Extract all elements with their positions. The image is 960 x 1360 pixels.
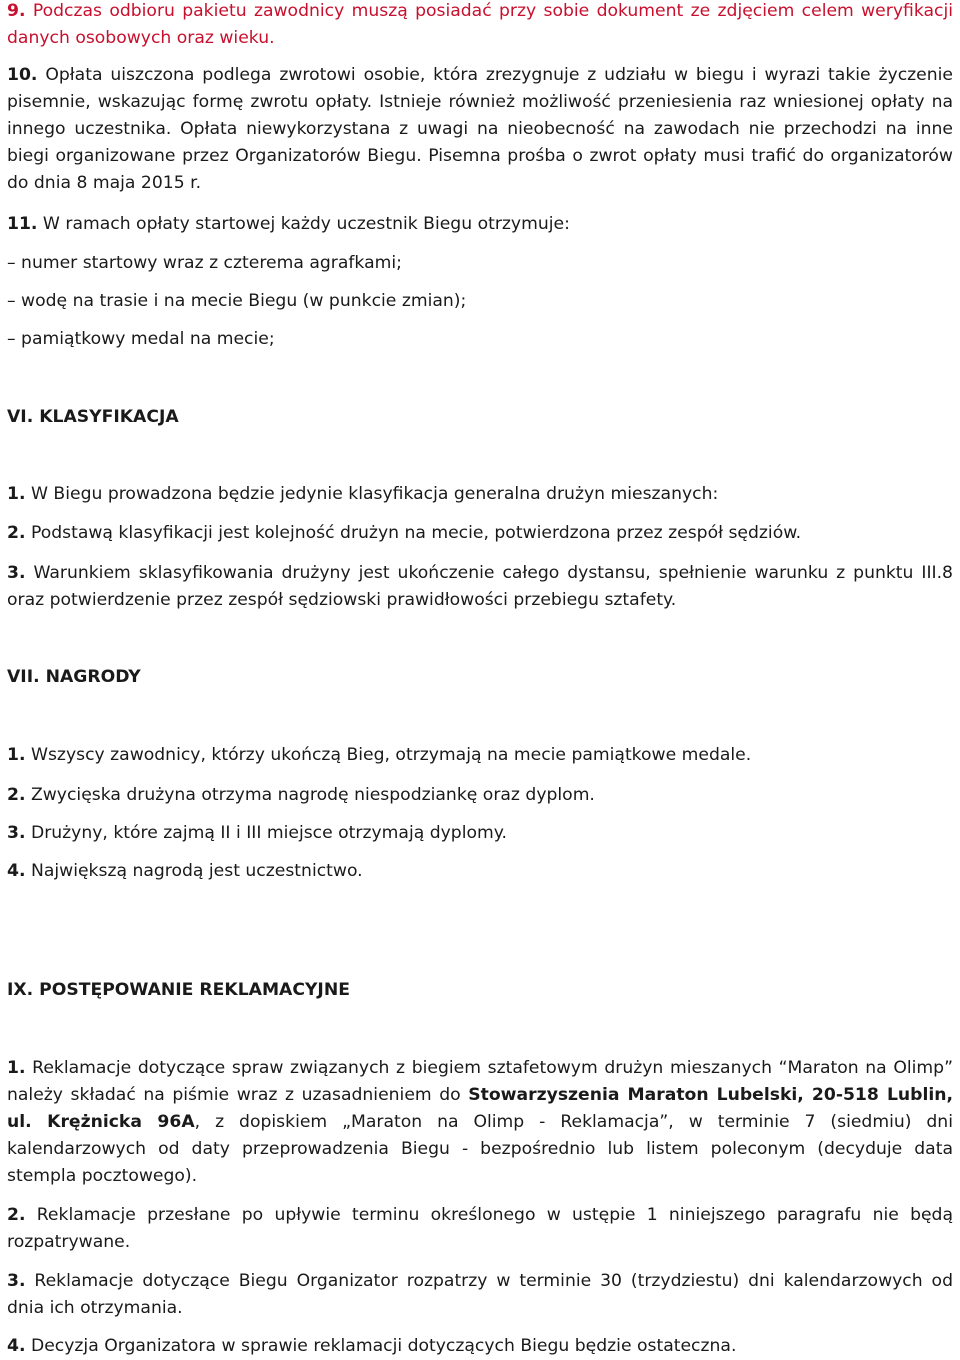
reklamacje-paragraph-3 [7, 1268, 953, 1322]
item-number: 3. [7, 823, 26, 843]
item-number: 3. [7, 563, 26, 583]
item-text: Warunkiem sklasyfikowania drużyny jest ukończenie całego dystansu, spełnienie warunku z punktu III.8 oraz potwierdzenie przez zespół sędziowski prawidłowości przebiegu sztafety. [7, 563, 953, 610]
paragraph-number: 9. [7, 1, 26, 21]
item-number: 2. [7, 785, 26, 805]
item-number: 2. [7, 1205, 26, 1225]
item-text: , z dopiskiem „Maraton na Olimp - Reklamacja”, w terminie 7 (siedmiu) dni kalendarzowych od daty przeprowadzenia Biegu - bezpośrednio lub listem poleconym (decyduje data stempla pocztowego). [7, 1112, 953, 1186]
organizer-address: Stowarzyszenia Maraton Lubelski, 20-518 Lublin, ul. Krężnicka 96A [7, 1085, 953, 1132]
item-number: 1. [7, 745, 26, 765]
item-number: 2. [7, 523, 26, 543]
list-item: – numer startowy wraz z czterema agrafkami; [7, 253, 402, 273]
klasyfikacja-item [7, 560, 953, 614]
paragraph-10 [7, 62, 953, 197]
section-heading-reklamacje: IX. POSTĘPOWANIE REKLAMACYJNE [7, 980, 350, 1000]
paragraph-text: W ramach opłaty startowej każdy uczestnik Biegu otrzymuje: [42, 214, 570, 234]
reklamacje-paragraph-4 [7, 1333, 736, 1360]
reklamacje-paragraph-1 [7, 1055, 953, 1190]
klasyfikacja-item [7, 481, 718, 508]
item-text: Decyzja Organizatora w sprawie reklamacji dotyczących Biegu będzie ostateczna. [30, 1336, 737, 1356]
item-text: Zwycięska drużyna otrzyma nagrodę niespodziankę oraz dyplom. [30, 785, 595, 805]
section-heading-klasyfikacja: VI. KLASYFIKACJA [7, 407, 179, 427]
paragraph-text: Opłata uiszczona podlega zwrotowi osobie, która zrezygnuje z udziału w biegu i wyrazi takie życzenie pisemnie, wskazując formę zwrotu opłaty. Istnieje również możliwość przeniesienia raz wniesionej opłaty na innego uczestnika. Opłata niewykorzystana z uwagi na nieobecność na zawodach nie przechodzi na inne biegi organizowane przez Organizatorów Biegu. Pisemna prośba o zwrot opłaty musi trafić do organizatorów do dnia 8 maja 2015 r. [7, 65, 953, 193]
item-number: 4. [7, 1336, 26, 1356]
reklamacje-paragraph-2 [7, 1202, 953, 1256]
paragraph-text: Podczas odbioru pakietu zawodnicy muszą posiadać przy sobie dokument ze zdjęciem celem weryfikacji danych osobowych oraz wieku. [7, 1, 954, 48]
item-text: Reklamacje dotyczące spraw związanych z biegiem sztafetowym drużyn mieszanych “Maraton na Olimp” należy składać na piśmie wraz z uzasadnieniem do [7, 1058, 953, 1105]
nagrody-item [7, 742, 751, 769]
klasyfikacja-item [7, 520, 801, 547]
nagrody-item [7, 858, 363, 885]
nagrody-item [7, 782, 595, 809]
paragraph-number: 10. [7, 65, 38, 85]
list-item: – pamiątkowy medal na mecie; [7, 329, 275, 349]
item-number: 1. [7, 1058, 26, 1078]
item-number: 4. [7, 861, 26, 881]
paragraph-9 [7, 0, 953, 52]
item-text: W Biegu prowadzona będzie jedynie klasyfikacja generalna drużyn mieszanych: [30, 484, 719, 504]
item-text: Wszyscy zawodnicy, którzy ukończą Bieg, otrzymają na mecie pamiątkowe medale. [30, 745, 752, 765]
item-text: Drużyny, które zajmą II i III miejsce otrzymają dyplomy. [30, 823, 507, 843]
item-number: 1. [7, 484, 26, 504]
paragraph-number: 11. [7, 214, 38, 234]
nagrody-item [7, 820, 507, 847]
item-text: Największą nagrodą jest uczestnictwo. [30, 861, 363, 881]
section-heading-nagrody: VII. NAGRODY [7, 667, 141, 687]
item-text: Reklamacje dotyczące Biegu Organizator rozpatrzy w terminie 30 (trzydziestu) dni kalendarzowych od dnia ich otrzymania. [7, 1271, 953, 1318]
paragraph-11 [7, 211, 570, 238]
item-text: Reklamacje przesłane po upływie terminu określonego w ustępie 1 niniejszego paragrafu nie będą rozpatrywane. [7, 1205, 953, 1252]
list-item: – wodę na trasie i na mecie Biegu (w punkcie zmian); [7, 291, 467, 311]
item-text: Podstawą klasyfikacji jest kolejność drużyn na mecie, potwierdzona przez zespół sędziów. [30, 523, 802, 543]
item-number: 3. [7, 1271, 26, 1291]
